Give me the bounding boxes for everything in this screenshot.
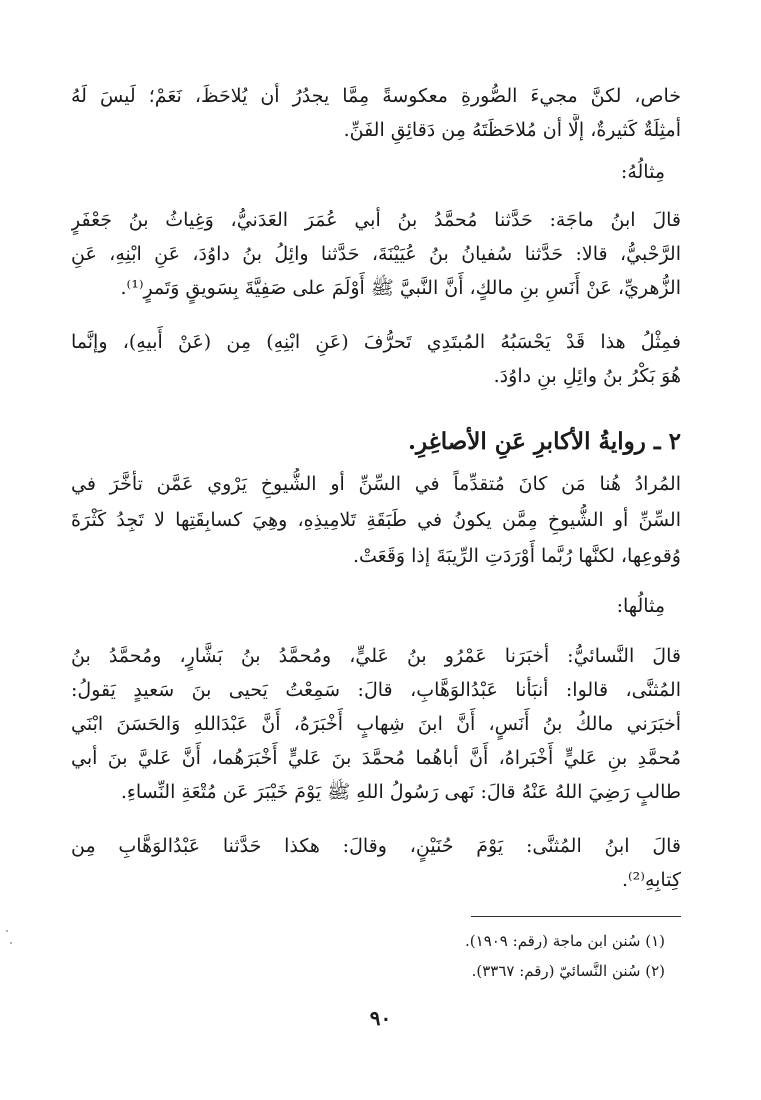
footnote-separator	[471, 916, 681, 917]
paragraph-line: أمثِلَةٌ كَثيرةٌ، إلَّا أن مُلاحَظَتَهُ مِن دَقائِقِ الفَنِّ.	[343, 119, 681, 141]
paragraph-line: مُحمَّدِ بنِ عَليٍّ أَخْبَراهُ، أَنَّ أباهُما مُحمَّدَ بنَ عَليٍّ أَخْبَرَهُما، أَنَّ عَليَّ بنَ أبي	[71, 747, 681, 769]
scan-speck	[6, 930, 8, 932]
page-number: ٩٠	[369, 1006, 392, 1030]
scan-speck	[10, 942, 12, 944]
paragraph-line: السِّنِّ أو الشُّيوخِ مِمَّن يكونُ في طَبَقَةِ تَلامِيذِهِ، وهِيَ كسابِقَتِها لا تَجِدُ كَثْرَةَ	[71, 509, 681, 531]
section-heading: ٢ ـ روايةُ الأكابرِ عَنِ الأصاغِرِ.	[407, 428, 681, 455]
paragraph-line: قالَ ابنُ ماجَة: حَدَّثنا مُحمَّدُ بنُ أبي عُمَرَ العَدَنيُّ، وَغِياثُ بنُ جَعْفَرٍ	[71, 209, 681, 231]
example-label: مِثالُهُ:	[620, 161, 665, 183]
paragraph-line: طالبٍ رَضِيَ اللهُ عَنْهُ قالَ: نَهى رَسُولُ اللهِ ﷺ يَوْمَ خَيْبَرَ عَن مُتْعَةِ النِّساءِ.	[120, 781, 681, 803]
footnote: (٢) سُنن النَّسائيّ (رقم: ٣٣٦٧).	[471, 962, 665, 980]
paragraph-line: الزُّهريِّ، عَنْ أَنَسِ بنِ مالكٍ، أَنَّ النَّبيَّ ﷺ أَوْلَمَ على صَفِيَّةَ بِسَويقٍ وَتَمرٍ⁽¹⁾.	[120, 277, 681, 299]
paragraph-line: كِتابِهِ⁽²⁾.	[621, 869, 681, 891]
paragraph-line: الرَّحْبيُّ، قالا: حَدَّثنا سُفيانُ بنُ عُيَيْنَةَ، حَدَّثنا وائِلُ بنُ داوُدَ، عَنِ ابْنِهِ، عَنِ	[71, 243, 681, 265]
paragraph-line: أخبَرَني مالكُ بنُ أَنَسٍ، أَنَّ ابنَ شِهابٍ أَخْبَرَهُ، أَنَّ عَبْدَاللهِ وَالحَسَنَ ابْنَي	[71, 713, 681, 735]
paragraph-line: المُثنَّى، قالوا: أنبَأنا عَبْدُالوَهَّابِ، قالَ: سَمِعْتُ يَحيى بنَ سَعيدٍ يَقولُ:	[71, 679, 681, 701]
paragraph-line: قالَ ابنُ المُثنَّى: يَوْمَ حُنَيْنٍ، وقالَ: هكذا حَدَّثنا عَبْدُالوَهَّابِ مِن	[71, 835, 681, 857]
paragraph-line: وُقوعِها، لكنَّها رُبَّما أَوْرَدَتِ الرِّيبَةَ إذا وَقَعَتْ.	[352, 545, 681, 567]
paragraph-line: خاص، لكنَّ مجيءَ الصُّورةِ معكوسةً مِمَّا يجدُرُ أن يُلاحَظَ، نَعَمْ؛ لَيسَ لَهُ	[71, 85, 681, 107]
example-label: مِثالُها:	[616, 595, 665, 617]
paragraph-line: فمِثْلُ هذا قَدْ يَحْسَبُهُ المُبتَدِي تَحرُّفَ (عَنِ ابْنِهِ) مِن (عَنْ أَبيهِ)، وإنَّما	[71, 331, 681, 353]
paragraph-line: المُرادُ هُنا مَن كانَ مُتقدِّماً في السِّنِّ أو الشُّيوخِ يَرْوي عَمَّن تأخَّرَ في	[71, 473, 681, 495]
footnote: (١) سُنن ابن ماجة (رقم: ١٩٠٩).	[465, 932, 665, 950]
paragraph-line: هُوَ بَكْرُ بنُ وائِلِ بنِ داوُدَ.	[493, 365, 681, 387]
paragraph-line: قالَ النَّسائيُّ: أخبَرَنا عَمْرُو بنُ عَليٍّ، ومُحمَّدُ بنُ بَشَّارٍ، ومُحمَّدُ بنُ	[71, 645, 681, 667]
